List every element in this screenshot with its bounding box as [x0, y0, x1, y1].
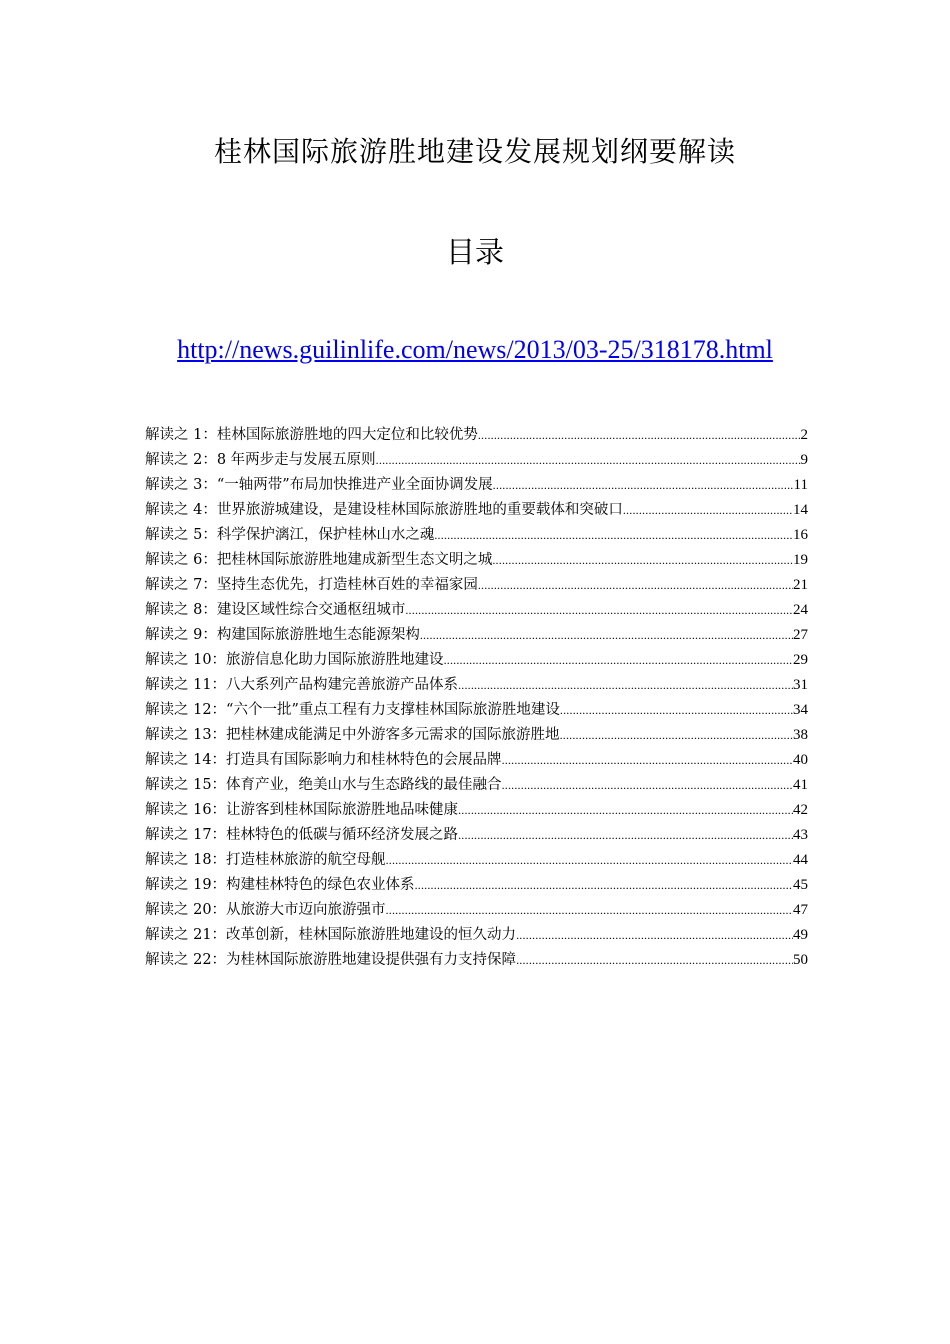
toc-entry[interactable] — [145, 948, 808, 973]
toc-entry[interactable] — [145, 473, 808, 498]
toc-dot-leader — [502, 748, 793, 773]
toc-entry-label: 解读之 16：让游客到桂林国际旅游胜地品味健康 — [145, 802, 459, 818]
toc-entry-label: 解读之 19：构建桂林特色的绿色农业体系 — [145, 877, 415, 893]
toc-page-number: 42 — [793, 802, 808, 818]
toc-entry[interactable] — [145, 898, 808, 923]
toc-entry-label: 解读之 14：打造具有国际影响力和桂林特色的会展品牌 — [145, 752, 502, 768]
toc-entry-label: 解读之 15：体育产业，绝美山水与生态路线的最佳融合 — [145, 777, 502, 793]
toc-dot-leader — [478, 573, 793, 598]
toc-entry[interactable] — [145, 548, 808, 573]
toc-dot-leader — [478, 423, 801, 448]
toc-entry[interactable] — [145, 873, 808, 898]
toc-page-number: 34 — [793, 702, 808, 718]
toc-page-number: 31 — [793, 677, 808, 693]
toc-heading: 目录 — [445, 235, 504, 269]
toc-entry[interactable] — [145, 598, 808, 623]
toc-dot-leader — [376, 448, 801, 473]
toc-entry[interactable] — [145, 523, 808, 548]
toc-dot-leader — [623, 498, 793, 523]
toc-entry[interactable] — [145, 448, 808, 473]
toc-entry-label: 解读之 22：为桂林国际旅游胜地建设提供强有力支持保障 — [145, 952, 517, 968]
toc-entry-label: 解读之 21：改革创新，桂林国际旅游胜地建设的恒久动力 — [145, 927, 517, 943]
toc-dot-leader — [405, 598, 793, 623]
table-of-contents — [145, 423, 808, 973]
toc-entry-label: 解读之 5：科学保护漓江，保护桂林山水之魂 — [145, 527, 435, 543]
toc-page-number: 47 — [793, 902, 808, 918]
toc-entry-label: 解读之 11：八大系列产品构建完善旅游产品体系 — [145, 677, 459, 693]
toc-dot-leader — [492, 548, 793, 573]
document-title: 桂林国际旅游胜地建设发展规划纲要解读 — [213, 135, 736, 168]
toc-entry[interactable] — [145, 823, 808, 848]
toc-dot-leader — [493, 473, 794, 498]
toc-dot-leader — [386, 848, 793, 873]
toc-page-number: 38 — [793, 727, 808, 743]
toc-page-number: 9 — [800, 452, 808, 468]
toc-entry-label: 解读之 20：从旅游大市迈向旅游强市 — [145, 902, 386, 918]
toc-dot-leader — [420, 623, 793, 648]
toc-entry-label: 解读之 18：打造桂林旅游的航空母舰 — [145, 852, 386, 868]
toc-page-number: 50 — [793, 952, 808, 968]
toc-entry-label: 解读之 2：8 年两步走与发展五原则 — [145, 452, 376, 468]
toc-entry-label: 解读之 9：构建国际旅游胜地生态能源架构 — [145, 627, 420, 643]
toc-entry[interactable] — [145, 498, 808, 523]
toc-entry[interactable] — [145, 673, 808, 698]
toc-dot-leader — [458, 798, 793, 823]
toc-dot-leader — [458, 673, 793, 698]
source-link[interactable]: http://news.guilinlife.com/news/2013/03-25/318178.html — [177, 335, 773, 364]
toc-entry-label: 解读之 17：桂林特色的低碳与循环经济发展之路 — [145, 827, 459, 843]
toc-page-number: 14 — [793, 502, 808, 518]
toc-page-number: 41 — [793, 777, 808, 793]
toc-entry[interactable] — [145, 773, 808, 798]
toc-entry[interactable] — [145, 723, 808, 748]
toc-entry-label: 解读之 6：把桂林国际旅游胜地建成新型生态文明之城 — [145, 552, 493, 568]
toc-dot-leader — [516, 948, 793, 973]
toc-dot-leader — [386, 898, 793, 923]
toc-dot-leader — [560, 723, 793, 748]
toc-entry[interactable] — [145, 923, 808, 948]
toc-dot-leader — [434, 523, 793, 548]
toc-entry[interactable] — [145, 698, 808, 723]
toc-page-number: 45 — [793, 877, 808, 893]
toc-entry-label: 解读之 7：坚持生态优先，打造桂林百姓的幸福家园 — [145, 577, 478, 593]
toc-page-number: 44 — [793, 852, 808, 868]
toc-entry-label: 解读之 4：世界旅游城建设，是建设桂林国际旅游胜地的重要载体和突破口 — [145, 502, 623, 518]
toc-dot-leader — [516, 923, 793, 948]
toc-entry[interactable] — [145, 623, 808, 648]
toc-entry[interactable] — [145, 648, 808, 673]
toc-page-number: 19 — [793, 552, 808, 568]
toc-entry[interactable] — [145, 423, 808, 448]
toc-page-number: 40 — [793, 752, 808, 768]
toc-entry-label: 解读之 13：把桂林建成能满足中外游客多元需求的国际旅游胜地 — [145, 727, 560, 743]
toc-page-number: 2 — [800, 427, 808, 443]
toc-page-number: 43 — [793, 827, 808, 843]
toc-page-number: 24 — [793, 602, 808, 618]
toc-entry[interactable] — [145, 748, 808, 773]
toc-dot-leader — [502, 773, 793, 798]
toc-dot-leader — [444, 648, 793, 673]
toc-entry[interactable] — [145, 848, 808, 873]
toc-page-number: 11 — [793, 477, 808, 493]
toc-page-number: 29 — [793, 652, 808, 668]
toc-entry-label: 解读之 3：“一轴两带”布局加快推进产业全面协调发展 — [145, 477, 493, 493]
toc-dot-leader — [560, 698, 793, 723]
toc-entry[interactable] — [145, 573, 808, 598]
toc-page-number: 21 — [793, 577, 808, 593]
toc-dot-leader — [458, 823, 793, 848]
toc-entry-label: 解读之 10：旅游信息化助力国际旅游胜地建设 — [145, 652, 444, 668]
toc-entry-label: 解读之 12：“六个一批”重点工程有力支撑桂林国际旅游胜地建设 — [145, 702, 560, 718]
toc-page-number: 49 — [793, 927, 808, 943]
toc-page-number: 27 — [793, 627, 808, 643]
toc-entry[interactable] — [145, 798, 808, 823]
toc-entry-label: 解读之 1：桂林国际旅游胜地的四大定位和比较优势 — [145, 427, 478, 443]
toc-page-number: 16 — [793, 527, 808, 543]
toc-entry-label: 解读之 8：建设区域性综合交通枢纽城市 — [145, 602, 406, 618]
toc-dot-leader — [415, 873, 793, 898]
